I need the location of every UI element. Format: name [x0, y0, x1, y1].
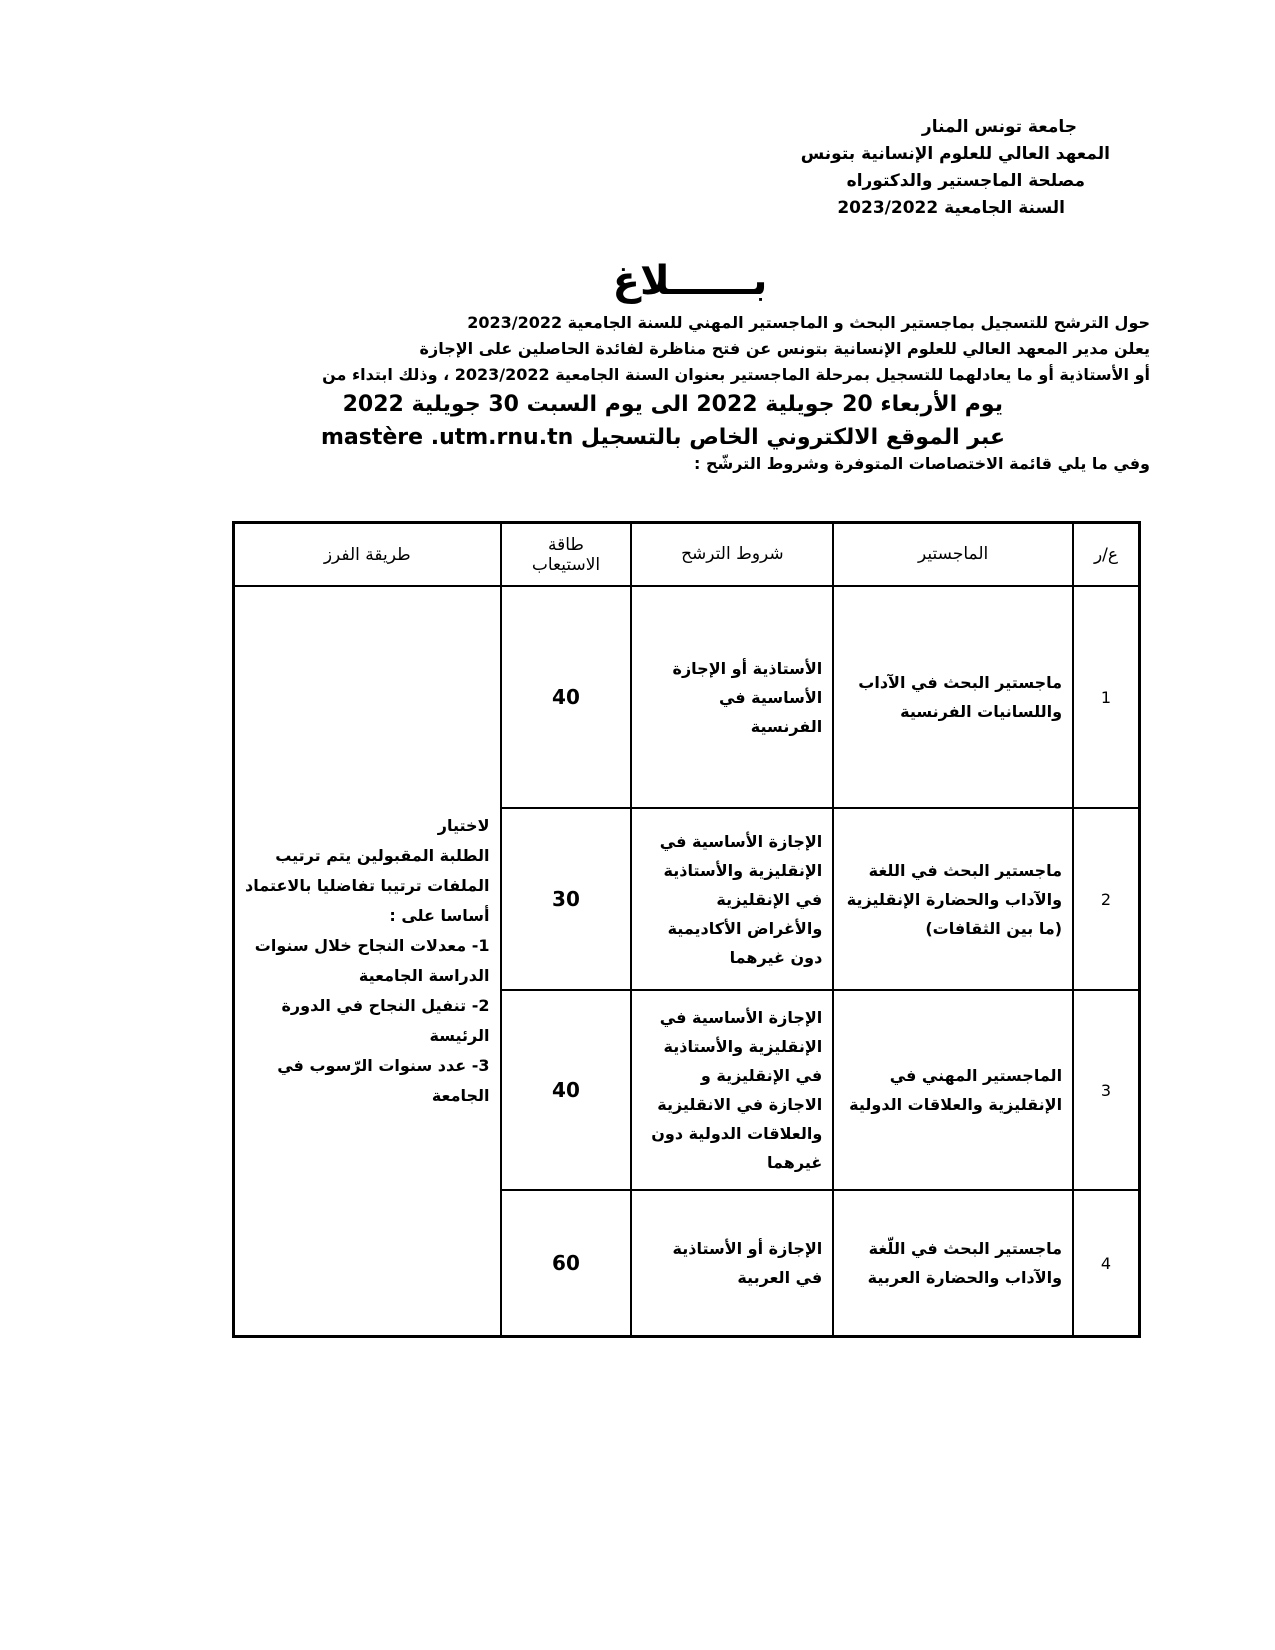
intro-line-announce: يعلن مدير المعهد العالي للعلوم الإنسانية بتونس عن فتح مناظرة لفائدة الحاصلين على الإجازة — [419, 339, 1150, 358]
row-capacity: 40 — [501, 990, 632, 1190]
row-num: 1 — [1073, 586, 1139, 808]
selection-method-text — [245, 811, 490, 1111]
row-conditions: الإجازة الأساسية في الإنقليزية والأستاذية في الإنقليزية و الاجازة في الانقليزية والعلاقات الدولية دون غيرهما — [631, 990, 833, 1190]
institute-name: المعهد العالي للعلوم الإنسانية بتونس — [800, 144, 1110, 164]
row-master: ماجستير البحث في اللّغة والآداب والحضارة العربية — [833, 1190, 1073, 1337]
list-intro: وفي ما يلي قائمة الاختصاصات المتوفرة وشروط الترشّح : — [693, 454, 1150, 473]
intro-line-subject: حول الترشح للتسجيل بماجستير البحث و الماجستير المهني للسنة الجامعية 2023/2022 — [467, 313, 1150, 332]
method-line: لاختيار — [437, 816, 490, 835]
method-line: الطلبة المقبولين يتم ترتيب — [275, 846, 490, 865]
row-capacity: 60 — [501, 1190, 632, 1337]
method-line: 2- تنفيل النجاح في الدورة — [281, 996, 490, 1015]
header-master: الماجستير — [833, 523, 1073, 587]
method-line: 1- معدلات النجاح خلال سنوات — [254, 936, 490, 955]
row-num: 4 — [1073, 1190, 1139, 1337]
header-num: ع/ر — [1073, 523, 1139, 587]
row-conditions: الإجازة أو الأستاذية في العربية — [631, 1190, 833, 1337]
institution-header — [657, 114, 1110, 222]
row-conditions: الإجازة الأساسية في الإنقليزية والأستاذية في الإنقليزية والأغراض الأكاديمية دون غيرهما — [631, 808, 833, 990]
announcement-body — [310, 310, 1150, 477]
header-conditions: شروط الترشح — [631, 523, 833, 587]
table-header-row — [234, 523, 1140, 587]
method-line: الملفات ترتيبا تفاضليا بالاعتماد — [245, 876, 490, 895]
page-title: بــــــلاغ — [612, 258, 768, 304]
header-method: طريقة الفرز — [234, 523, 501, 587]
department-name: مصلحة الماجستير والدكتوراه — [846, 171, 1085, 191]
method-line: الرئيسة — [429, 1026, 490, 1045]
row-capacity: 30 — [501, 808, 632, 990]
academic-year: السنة الجامعية 2023/2022 — [837, 198, 1065, 218]
selection-method — [234, 586, 501, 1337]
table-row — [234, 586, 1140, 808]
registration-website: عبر الموقع الالكتروني الخاص بالتسجيل mastère .utm.rnu.tn — [320, 425, 1005, 450]
university-name: جامعة تونس المنار — [921, 117, 1077, 137]
registration-dates: يوم الأربعاء 20 جويلية 2022 الى يوم السبت 30 جويلية 2022 — [342, 392, 1003, 417]
intro-line-eligibility: أو الأستاذية أو ما يعادلهما للتسجيل بمرحلة الماجستير بعنوان السنة الجامعية 2023/2022 ، وذلك ابتداء من — [322, 365, 1150, 384]
row-num: 3 — [1073, 990, 1139, 1190]
row-master: ماجستير البحث في اللغة والآداب والحضارة الإنقليزية (ما بين الثقافات) — [833, 808, 1073, 990]
row-num: 2 — [1073, 808, 1139, 990]
masters-table — [232, 521, 1141, 1338]
method-line: أساسا على : — [389, 906, 490, 925]
header-capacity: طاقة الاستيعاب — [501, 523, 632, 587]
method-line: الجامعة — [431, 1086, 490, 1105]
row-master: ماجستير البحث في الآداب واللسانيات الفرنسية — [833, 586, 1073, 808]
method-line: 3- عدد سنوات الرّسوب في — [277, 1056, 490, 1075]
row-master: الماجستير المهني في الإنقليزية والعلاقات الدولية — [833, 990, 1073, 1190]
method-line: الدراسة الجامعية — [358, 966, 490, 985]
row-capacity: 40 — [501, 586, 632, 808]
row-conditions: الأستاذية أو الإجازة الأساسية في الفرنسية — [631, 586, 833, 808]
